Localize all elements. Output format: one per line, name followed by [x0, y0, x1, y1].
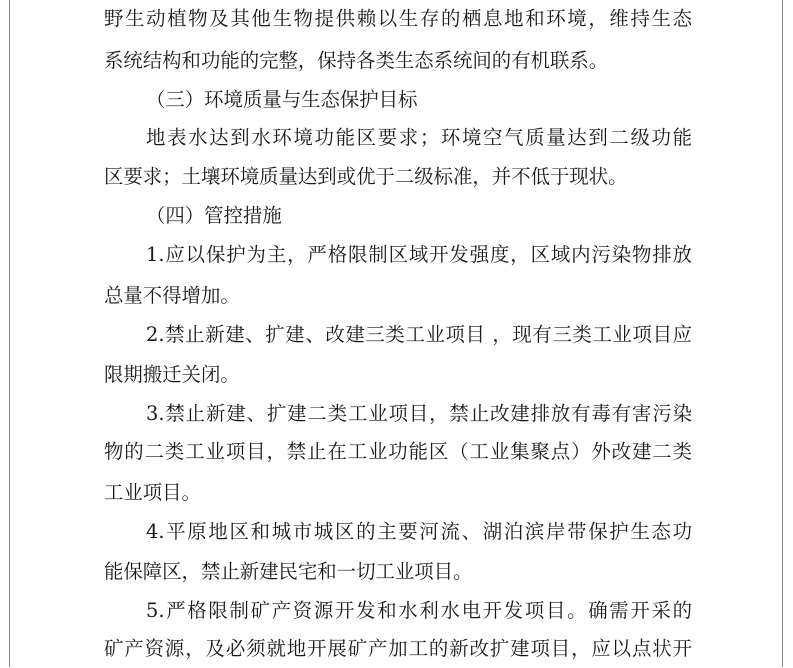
text-line: 野生动植物及其他生物提供赖以生存的栖息地和环境，维持生态 [104, 7, 692, 30]
list-item-line: 限期搬迁关闭。 [104, 363, 240, 386]
list-item-line: 1.应以保护为主，严格限制区域开发强度，区域内污染物排放 [146, 243, 692, 266]
text-line: 区要求；土壤环境质量达到或优于二级标准，并不低于现状。 [104, 165, 628, 188]
list-item-line: 物的二类工业项目，禁止在工业功能区（工业集聚点）外改建二类 [104, 440, 692, 463]
page-border-right [782, 0, 783, 667]
list-item-line: 4.平原地区和城市城区的主要河流、湖泊滨岸带保护生态功 [146, 520, 692, 543]
list-item-line: 2.禁止新建、扩建、改建三类工业项目 ，现有三类工业项目应 [146, 323, 692, 346]
text-line: 系统结构和功能的完整，保持各类生态系统间的有机联系。 [104, 49, 609, 72]
list-item-line: 工业项目。 [104, 481, 201, 504]
list-item-line: 5.严格限制矿产资源开发和水利水电开发项目。确需开采的 [146, 599, 692, 622]
list-item-line: 能保障区，禁止新建民宅和一切工业项目。 [104, 560, 473, 583]
list-item-line: 矿产资源，及必须就地开展矿产加工的新改扩建项目，应以点状开 [104, 637, 692, 660]
list-item-line: 3.禁止新建、扩建二类工业项目，禁止改建排放有毒有害污染 [146, 402, 692, 425]
section-heading: （四）管控措施 [146, 204, 282, 227]
section-heading: （三）环境质量与生态保护目标 [146, 88, 418, 111]
text-line: 地表水达到水环境功能区要求；环境空气质量达到二级功能 [146, 126, 692, 149]
page-border-left [9, 0, 10, 667]
list-item-line: 总量不得增加。 [104, 284, 240, 307]
